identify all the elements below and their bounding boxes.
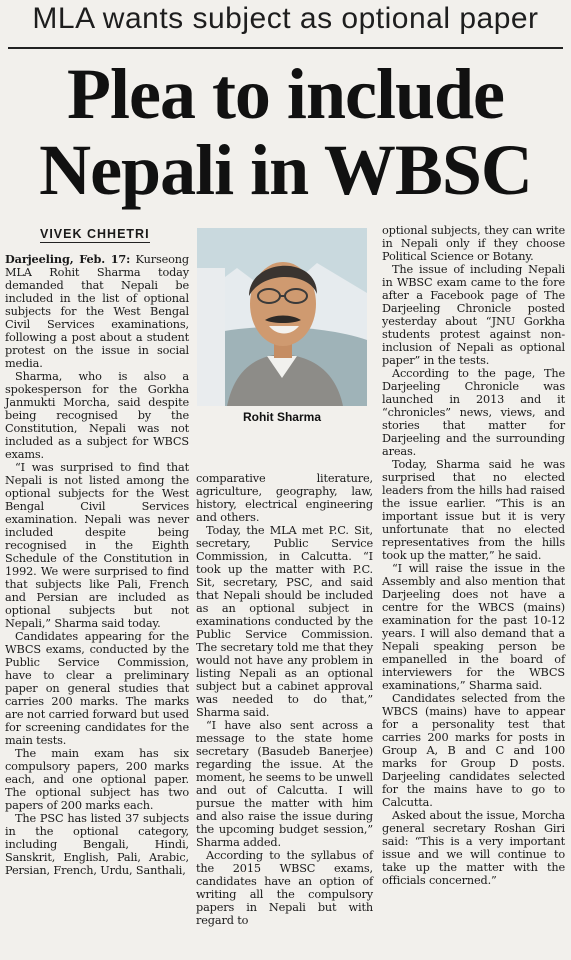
article-column-1 <box>5 253 189 877</box>
article-paragraph: optional subjects, they can write in Nepali only if they choose Political Science or Botany. <box>382 224 565 263</box>
article-paragraph: According to the syllabus of the 2015 WBSC exams, candidates have an option of writing all the compulsory papers in Nepali but with regard to <box>196 849 373 927</box>
article-paragraph: The PSC has listed 37 subjects in the optional category, including Bengali, Hindi, Sanskrit, English, Pali, Arabic, Persian, French, Urdu, Santhali, <box>5 812 189 877</box>
article-paragraph: “I will raise the issue in the Assembly and also mention that Darjeeling does not have a centre for the WBCS (mains) examination for the past 10-12 years. I will also demand that a Nepali speaking person be empanelled in the board of interviewers for the WBCS examinations,” Sharma said. <box>382 562 565 692</box>
article-paragraph: comparative literature, agriculture, geography, law, history, electrical engineering and others. <box>196 472 373 524</box>
main-headline <box>0 56 571 208</box>
dateline: Darjeeling, Feb. 17: <box>5 252 131 266</box>
kicker-rule <box>8 47 563 49</box>
article-paragraph: Candidates appearing for the WBCS exams, conducted by the Public Service Commission, have to clear a preliminary paper on general studies that carries 200 marks. The marks are not carried forward but used for screening candidates for the main tests. <box>5 630 189 747</box>
portrait-photo <box>197 228 367 406</box>
article-paragraph <box>5 253 189 370</box>
article-paragraph: “I have also sent across a message to the state home secretary (Basudeb Banerjee) regarding the issue. At the moment, he seems to be unwell and out of Calcutta. I will pursue the matter with him and also raise the issue during the upcoming budget session,” Sharma added. <box>196 719 373 849</box>
article-paragraph: “I was surprised to find that Nepali is not listed among the optional subjects for the West Bengal Civil Services examination. Nepali was never included despite being recognised in the Eighth Schedule of the Constitution in 1992. We were surprised to find that subjects like Pali, French and Persian are included as optional subjects but not Nepali,” Sharma said today. <box>5 461 189 630</box>
headline-line-1: Plea to include <box>67 54 504 134</box>
article-paragraph: Today, Sharma said he was surprised that no elected leaders from the hills had raised the issue earlier. “This is an important issue but it is very unfortunate that no elected representatives from the hills took up the matter,” he said. <box>382 458 565 562</box>
byline: VIVEK CHHETRI <box>40 227 150 241</box>
photo-caption: Rohit Sharma <box>242 410 321 424</box>
article-paragraph: Today, the MLA met P.C. Sit, secretary, Public Service Commission, in Calcutta. “I took up the matter with P.C. Sit, secretary, PSC, and said that Nepali should be included as an optional subject in examinations conducted by the Public Service Commission. The secretary told me that they would not have any problem in listing Nepali as an optional subject but a cabinet approval was needed to do that,” Sharma said. <box>196 524 373 719</box>
article-column-3 <box>382 224 565 887</box>
article-column-2 <box>196 472 373 927</box>
kicker-headline: MLA wants subject as optional paper <box>32 2 539 35</box>
article-paragraph: Asked about the issue, Morcha general secretary Roshan Giri said: “This is a very important issue and we will continue to take up the matter with the officials concerned.” <box>382 809 565 887</box>
article-paragraph: Sharma, who is also a spokesperson for the Gorkha Janmukti Morcha, said despite being recognised by the Constitution, Nepali was not included as a subject for WBCS exams. <box>5 370 189 461</box>
article-paragraph: The main exam has six compulsory papers, 200 marks each, and one optional paper. The optional subject has two papers of 200 marks each. <box>5 747 189 812</box>
paragraph-text: Kurseong MLA Rohit Sharma today demanded that Nepali be included in the list of optional subjects for the West Bengal Civil Services examinations, following a post about a student protest on the issue in social media. <box>5 253 189 370</box>
headline-line-2: Nepali in WBSC <box>39 130 532 210</box>
article-paragraph: According to the page, The Darjeeling Chronicle was launched in 2013 and it “chronicles” news, views, and stories that matter for Darjeeling and the surrounding areas. <box>382 367 565 458</box>
article-paragraph: Candidates selected from the WBCS (mains) have to appear for a personality test that carries 200 marks for posts in Group A, B and C and 100 marks for Group D posts. Darjeeling candidates selected for the mains have to go to Calcutta. <box>382 692 565 809</box>
portrait-illustration <box>197 228 367 406</box>
article-paragraph: The issue of including Nepali in WBSC exam came to the fore after a Facebook page of The Darjeeling Chronicle posted yesterday about “JNU Gorkha students protest against non-inclusion of Nepali as optional paper” in the tests. <box>382 263 565 367</box>
